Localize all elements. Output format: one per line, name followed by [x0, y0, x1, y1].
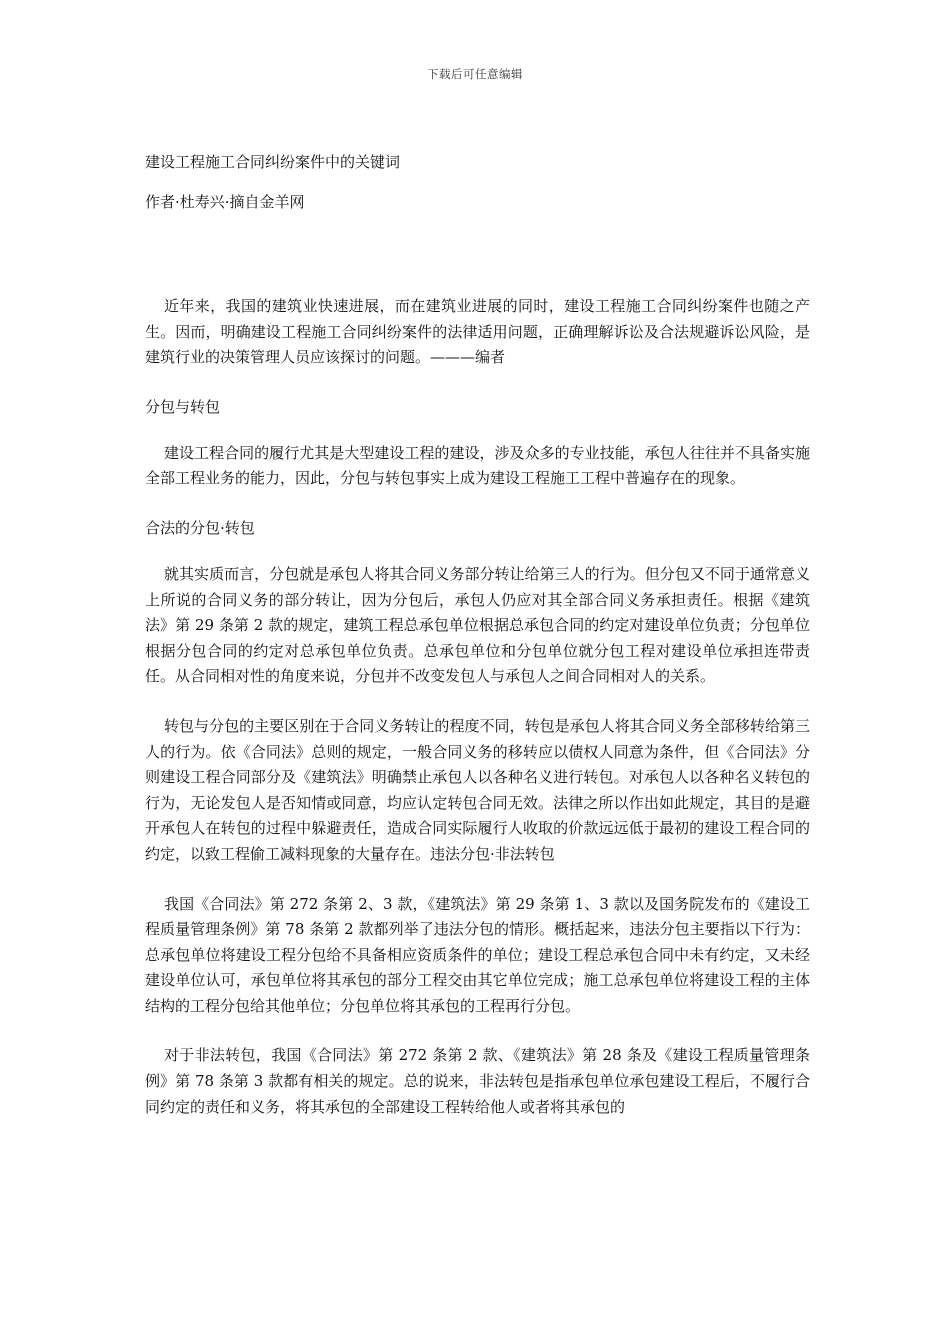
intro-paragraph: 近年来，我国的建筑业快速进展，而在建筑业进展的同时，建设工程施工合同纠纷案件也随之产生。因而，明确建设工程施工合同纠纷案件的法律适用问题，正确理解诉讼及合法规避诉讼风险，是建筑行业的决策管理人员应该探讨的问题。———编者 [145, 297, 810, 367]
section-heading-subcontract-transfer: 分包与转包 [145, 397, 221, 416]
header-note: 下载后可任意编辑 [427, 67, 523, 81]
article-title: 建设工程施工合同纠纷案件中的关键词 [145, 153, 401, 171]
section2-paragraph-1: 就其实质而言，分包就是承包人将其合同义务部分转让给第三人的行为。但分包又不同于通常意义上所说的合同义务的部分转让，因为分包后，承包人仍应对其全部合同义务承担责任。根据《建筑法》第 29 条第 2 款的规定，建筑工程总承包单位根据总承包合同的约定对建设单位负责；分包单位根据分包合同的约定对总承包单位负责。总承包单位和分包单位就分包工程对建设单位承担连带责任。从合同相对性的角度来说，分包并不改变发包人与承包人之间合同相对人的关系。 [145, 564, 810, 686]
article-body [145, 148, 810, 1120]
section3-paragraph-1: 我国《合同法》第 272 条第 2、3 款，《建筑法》第 29 条第 1、3 款以及国务院发布的《建设工程质量管理条例》第 78 条第 2 款都列举了违法分包的情形。概括起来，违法分包主要指以下行为：总承包单位将建设工程分包给不具备相应资质条件的单位；建设工程总承包合同中未有约定，又未经建设单位认可，承包单位将其承包的部分工程交由其它单位完成；施工总承包单位将建设工程的主体结构的工程分包给其他单位；分包单位将其承包的工程再行分包。 [145, 894, 810, 1015]
section2-paragraph-2: 转包与分包的主要区别在于合同义务转让的程度不同，转包是承包人将其合同义务全部移转给第三人的行为。依《合同法》总则的规定，一般合同义务的移转应以债权人同意为条件，但《合同法》分则建设工程合同部分及《建筑法》明确禁止承包人以各种名义进行转包。对承包人以各种名义转包的行为，无论发包人是否知情或同意，均应认定转包合同无效。法律之所以作出如此规定，其目的是避开承包人在转包的过程中躲避责任，造成合同实际履行人收取的价款远远低于最初的建设工程合同的约定，以致工程偷工减料现象的大量存在。违法分包·非法转包 [145, 716, 810, 863]
article-byline: 作者·杜寿兴·摘自金羊网 [145, 193, 305, 211]
section-heading-legal: 合法的分包·转包 [145, 518, 255, 537]
section1-paragraph: 建设工程合同的履行尤其是大型建设工程的建设，涉及众多的专业技能，承包人往往并不具备实施全部工程业务的能力，因此，分包与转包事实上成为建设工程施工工程中普遍存在的现象。 [145, 443, 810, 488]
section3-paragraph-2: 对于非法转包，我国《合同法》第 272 条第 2 款、《建筑法》第 28 条及《建设工程质量管理条例》第 78 条第 3 款都有相关的规定。总的说来，非法转包是指承包单位承包建设工程后，不履行合同约定的责任和义务，将其承包的全部建设工程转给他人或者将其承包的 [145, 1046, 810, 1116]
